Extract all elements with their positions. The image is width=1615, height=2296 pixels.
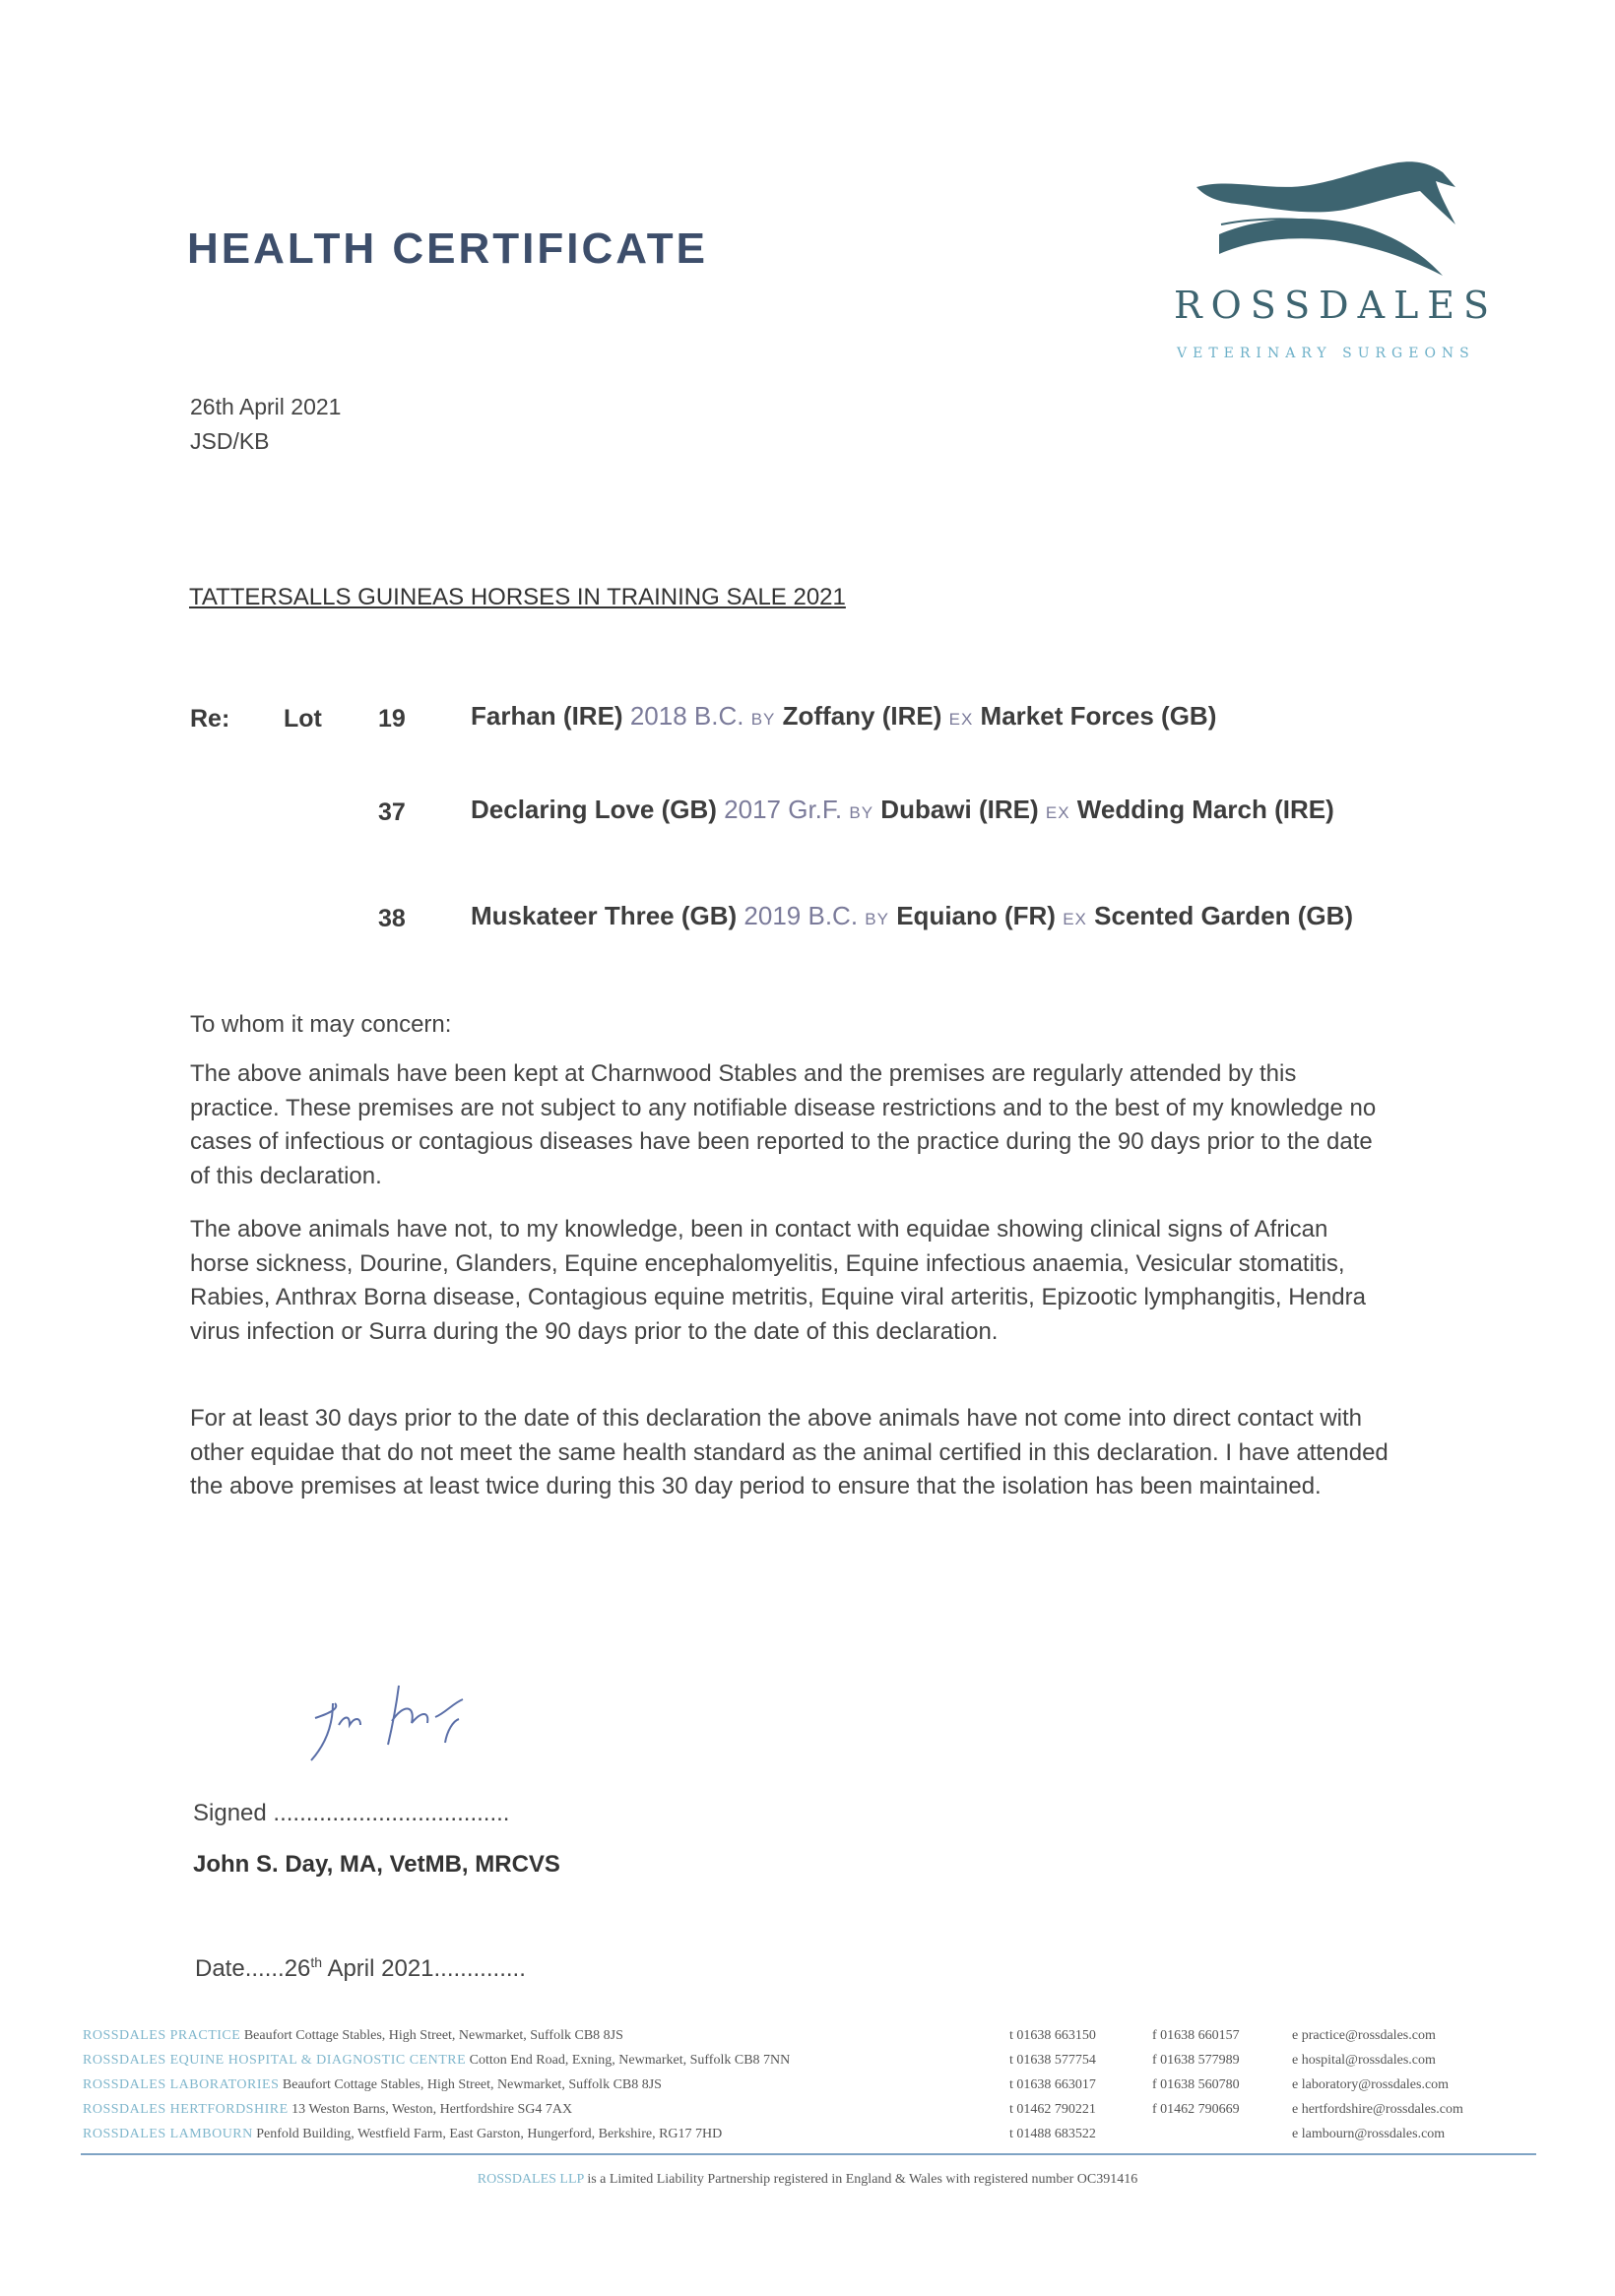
letter-date: 26th April 2021 (190, 394, 342, 419)
office-address: ROSSDALES PRACTICE Beaufort Cottage Stables, High Street, Newmarket, Suffolk CB8 8JS (83, 2028, 623, 2043)
ex-label: EX (948, 710, 974, 729)
horse-entry (471, 701, 1216, 732)
horse-description: 2018 B.C. (629, 701, 744, 731)
by-label: BY (865, 910, 889, 928)
office-fax: f 01638 660157 (1152, 2028, 1240, 2043)
horse-name: Declaring Love (GB) (471, 795, 717, 824)
office-fax: f 01638 577989 (1152, 2053, 1240, 2068)
brand-subtitle: VETERINARY SURGEONS (1177, 346, 1475, 361)
reference-code: JSD/KB (190, 428, 270, 454)
horse-dam: Wedding March (IRE) (1076, 795, 1334, 824)
paragraph: For at least 30 days prior to the date of this declaration the above animals have not come into direct contact with other equidae that do not meet the same health standard as the animal certified in this declaration. I have attended the above premises at least twice during this 30 day period to ensure that the isolation has been maintained. (190, 1405, 1389, 1499)
page-title: HEALTH CERTIFICATE (187, 224, 708, 273)
lot-label: Lot (284, 705, 322, 733)
office-phone: t 01462 790221 (1009, 2102, 1096, 2117)
horse-name: Farhan (IRE) (471, 701, 623, 731)
vet-name: John S. Day, MA, VetMB, MRCVS (193, 1851, 560, 1878)
horse-dam: Scented Garden (GB) (1094, 901, 1354, 930)
lot-number: 37 (378, 798, 406, 826)
paragraph: The above animals have been kept at Charnwood Stables and the premises are regularly attended by this practice. These premises are not subject to any notifiable disease restrictions and to the best of my knowledge no cases of infectious or contagious diseases have been reported to the practice during the 90 days prior to the date of this declaration. (190, 1060, 1377, 1189)
office-email: e hertfordshire@rossdales.com (1292, 2102, 1463, 2117)
ex-label: EX (1045, 803, 1070, 822)
sale-title: TATTERSALLS GUINEAS HORSES IN TRAINING SALE 2021 (189, 584, 846, 610)
horse-sire: Equiano (FR) (896, 901, 1056, 930)
office-email: e practice@rossdales.com (1292, 2028, 1436, 2043)
ex-label: EX (1063, 910, 1087, 928)
office-address: ROSSDALES LAMBOURN Penfold Building, Westfield Farm, East Garston, Hungerford, Berkshire, RG17 7HD (83, 2127, 723, 2141)
horse-description: 2017 Gr.F. (724, 795, 843, 824)
office-fax: f 01638 560780 (1152, 2077, 1240, 2092)
registration-note: ROSSDALES LLP is a Limited Liability Partnership registered in England & Wales with registered number OC391416 (477, 2172, 1138, 2187)
signed-line: Signed .................................... (193, 1800, 510, 1826)
office-email: e hospital@rossdales.com (1292, 2053, 1436, 2068)
office-email: e lambourn@rossdales.com (1292, 2127, 1446, 2141)
horse-sire: Dubawi (IRE) (880, 795, 1039, 824)
office-phone: t 01638 663150 (1009, 2028, 1096, 2043)
office-email: e laboratory@rossdales.com (1292, 2077, 1450, 2092)
handwritten-signature (305, 1674, 542, 1772)
horse-sire: Zoffany (IRE) (782, 701, 942, 731)
lot-number: 19 (378, 705, 406, 733)
horse-entry (471, 901, 1353, 931)
lot-number: 38 (378, 905, 406, 932)
signature-date: Date......26th April 2021.............. (195, 1954, 526, 1982)
brand-name: ROSSDALES (1174, 284, 1499, 327)
office-address: ROSSDALES EQUINE HOSPITAL & DIAGNOSTIC CENTRE Cotton End Road, Exning, Newmarket, Suffolk CB8 7NN (83, 2053, 791, 2068)
horse-entry (471, 795, 1334, 825)
office-phone: t 01638 663017 (1009, 2077, 1096, 2092)
horse-dam: Market Forces (GB) (980, 701, 1217, 731)
office-address: ROSSDALES HERTFORDSHIRE 13 Weston Barns, Weston, Hertfordshire SG4 7AX (83, 2102, 573, 2117)
by-label: BY (750, 710, 776, 729)
salutation: To whom it may concern: (190, 1011, 452, 1038)
office-address: ROSSDALES LABORATORIES Beaufort Cottage Stables, High Street, Newmarket, Suffolk CB8 8JS (83, 2077, 662, 2092)
horse-name: Muskateer Three (GB) (471, 901, 738, 930)
office-phone: t 01488 683522 (1009, 2127, 1096, 2141)
office-phone: t 01638 577754 (1009, 2053, 1096, 2068)
by-label: BY (849, 803, 874, 822)
horse-logo-icon (1162, 148, 1477, 374)
paragraph: The above animals have not, to my knowledge, been in contact with equidae showing clinical signs of African horse sickness, Dourine, Glanders, Equine encephalomyelitis, Equine infectious anaemia, Vesicular stomatitis, Rabies, Anthrax Borna disease, Contagious equine metritis, Equine viral arteritis, Epizootic lymphangitis, Hendra virus infection or Surra during the 90 days prior to the date of this declaration. (190, 1216, 1366, 1345)
office-fax: f 01462 790669 (1152, 2102, 1240, 2117)
horse-description: 2019 B.C. (743, 901, 859, 930)
re-label: Re: (190, 705, 230, 733)
footer-divider (81, 2153, 1536, 2155)
